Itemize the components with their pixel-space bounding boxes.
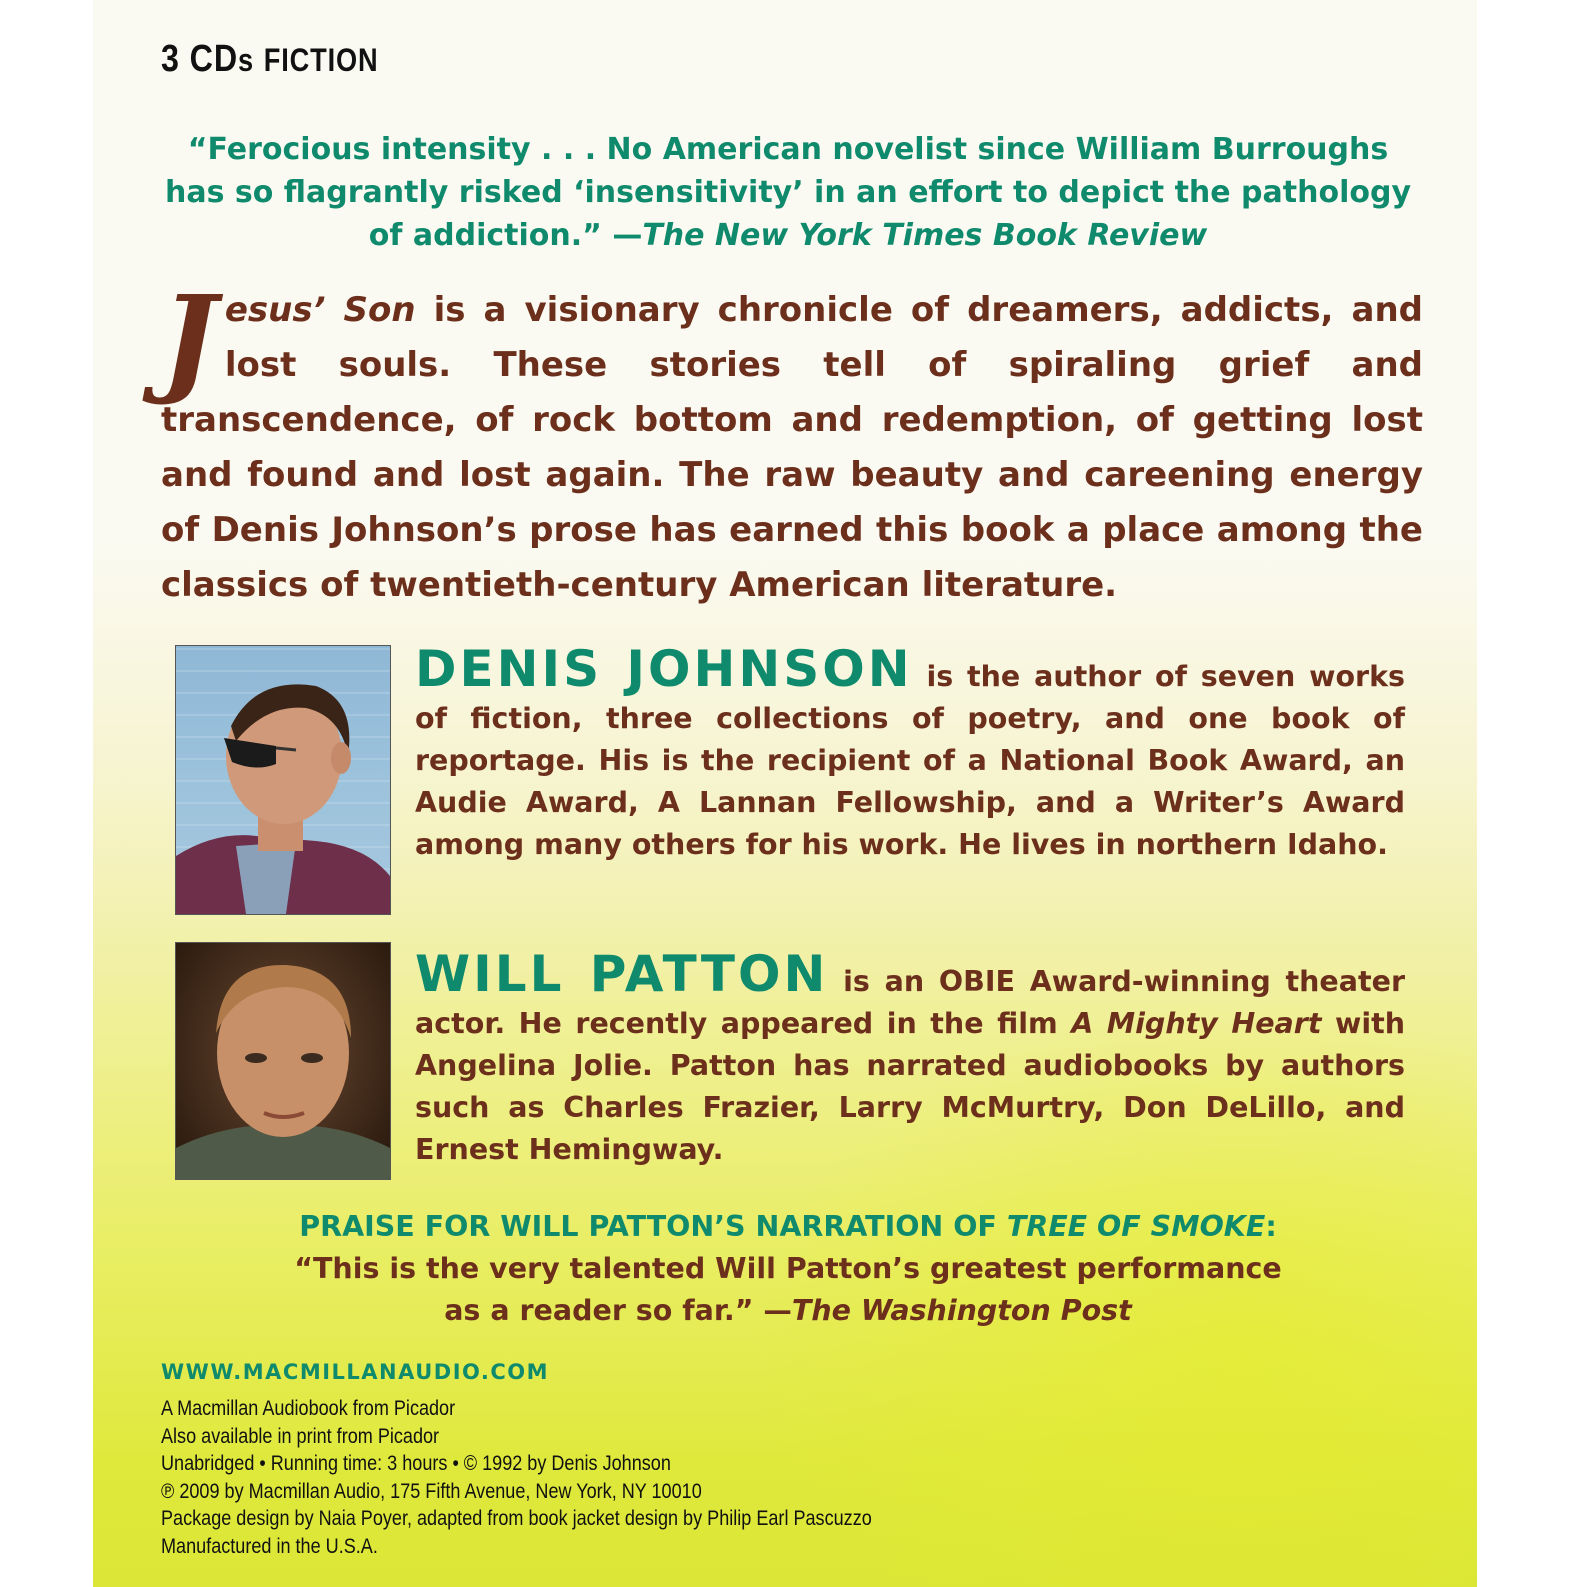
credit-line: Package design by Naia Poyer, adapted from book jacket design by Philip Earl Pascuzzo [161, 1507, 872, 1530]
review-quote [153, 128, 1423, 257]
author-photo [175, 645, 391, 915]
narrator-photo [175, 942, 391, 1180]
book-description [161, 269, 1423, 613]
praise-heading-title: TREE OF SMOKE [1006, 1210, 1266, 1243]
praise-quote [288, 1248, 1288, 1332]
credit-line: Also available in print from Picador [161, 1424, 440, 1448]
credit-line: ℗ 2009 by Macmillan Audio, 175 Fifth Avenue, New York, NY 10010 [161, 1479, 702, 1503]
book-description-text: is a visionary chronicle of dreamers, addicts, and lost souls. These stories tell of spiraling grief and transcendence, of rock bottom and redemption, of getting lost and found and lost again. The raw beauty and careening energy of Denis Johnson’s prose has earned this book a place among the classics of twentieth-century American literature. [161, 290, 1423, 605]
author-photo-illustration [176, 646, 390, 914]
narrator-film-title: A Mighty Heart [1071, 1007, 1322, 1040]
review-quote-source: The New York Times Book Review [642, 218, 1208, 253]
narrator-bio-text-before: is an OBIE Award-winning theater actor. He recently appeared in the film [415, 965, 1405, 1040]
praise-heading-colon: : [1265, 1210, 1277, 1243]
author-bio-text: is the author of seven works of fiction, three collections of poetry, and one book of reportage. His is the recipient of a National Book Award, an Audie Award, A Lannan Fellowship, and a Writer’s Award among many others for his work. He lives in northern Idaho. [415, 660, 1406, 861]
author-bio [415, 640, 1406, 866]
narrator-name: WILL PATTON [415, 945, 829, 1003]
drop-cap: J [161, 269, 217, 408]
publisher-credits [161, 1395, 872, 1560]
back-cover [93, 0, 1477, 1587]
author-name: DENIS JOHNSON [415, 640, 913, 698]
cd-count: 3 CD [161, 38, 238, 80]
praise-heading [153, 1206, 1423, 1248]
narration-praise [153, 1206, 1423, 1332]
review-quote-text: “Ferocious intensity . . . No American novelist since William Burroughs has so flagrantly risked ‘insensitivity’ in an effort to depict the pathology of addiction.” — [164, 132, 1412, 253]
praise-heading-text: PRAISE FOR WILL PATTON’S NARRATION OF [299, 1210, 1007, 1243]
narrator-bio-text-after: with Angelina Jolie. Patton has narrated audiobooks by authors such as Charles Frazier, Larry McMurtry, Don DeLillo, and Ernest Hemingway. [415, 1007, 1405, 1166]
narrator-bio [415, 945, 1405, 1171]
cd-count-suffix: s [237, 42, 254, 78]
website-url: WWW.MACMILLANAUDIO.COM [161, 1360, 550, 1384]
praise-quote-source: The Washington Post [791, 1294, 1132, 1327]
credit-line: Unabridged • Running time: 3 hours • © 1992 by Denis Johnson [161, 1452, 671, 1475]
genre-label: FICTION [263, 42, 379, 78]
book-title: esus’ Son [224, 290, 416, 330]
credit-line: A Macmillan Audiobook from Picador [161, 1397, 456, 1420]
praise-quote-text: “This is the very talented Will Patton’s greatest performance as a reader so far.” — [294, 1252, 1282, 1327]
narrator-photo-illustration [176, 943, 390, 1179]
cd-format-label [161, 38, 379, 81]
credit-line: Manufactured in the U.S.A. [161, 1534, 378, 1558]
